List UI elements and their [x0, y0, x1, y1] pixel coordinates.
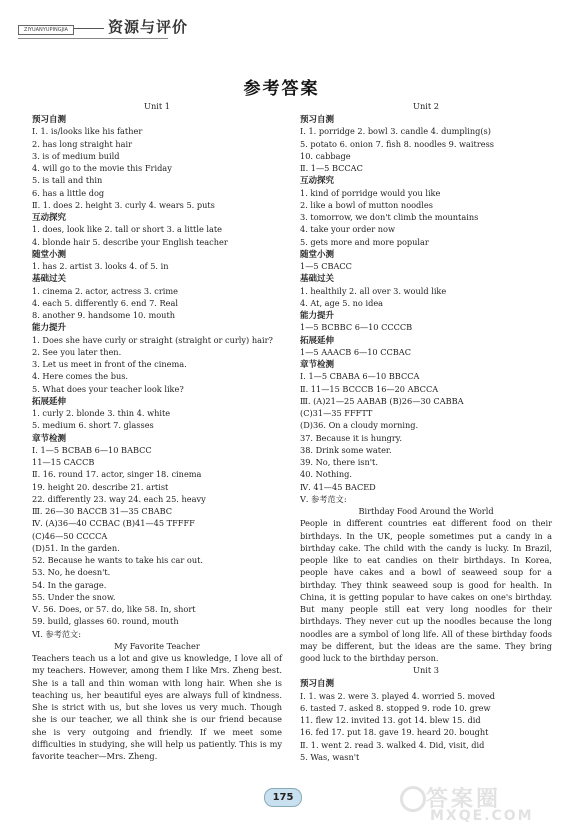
- essay-title: My Favorite Teacher: [114, 640, 200, 651]
- section-heading: 预习自测: [32, 115, 67, 125]
- answer-line: Ⅱ. 1—5 BCCAC: [300, 163, 363, 173]
- answer-line: 4. Here comes the bus.: [32, 371, 129, 382]
- section-heading: 预习自测: [300, 115, 335, 125]
- answer-line: 1. has 2. artist 3. looks 4. of 5. in: [32, 261, 169, 271]
- answer-line: 40. Nothing.: [300, 469, 353, 480]
- essay-title: Birthday Food Around the World: [358, 506, 494, 516]
- left-column: [32, 100, 282, 762]
- answer-line: 2. like a bowl of mutton noodles: [300, 199, 433, 210]
- answer-line: 1—5 AAACB 6—10 CCBAC: [300, 346, 411, 357]
- answer-line: 3. is of medium build: [32, 150, 120, 161]
- answer-line: 4. will go to the movie this Friday: [32, 163, 172, 173]
- answer-line: 5. gets more and more popular: [300, 236, 429, 247]
- unit-heading: Unit 2: [413, 101, 439, 111]
- answer-line: 1. Does she have curly or straight (straight or curly) hair?: [32, 334, 273, 345]
- watermark: [400, 782, 560, 826]
- answer-line: Ⅱ. 11—15 BCCCB 16—20 ABCCA: [300, 383, 439, 394]
- answer-line: Ⅳ. 41—45 BACED: [300, 481, 376, 492]
- answer-line: Ⅵ. 参考范文:: [32, 628, 81, 639]
- answer-line: Ⅰ. 1—5 CBABA 6—10 BBCCA: [300, 371, 420, 382]
- answer-line: 5. Was, wasn't: [300, 751, 360, 762]
- page-title: 参考答案: [243, 79, 320, 99]
- unit-heading: Unit 3: [413, 665, 439, 676]
- answer-line: 1. healthily 2. all over 3. would like: [300, 285, 447, 296]
- section-heading: 互动探究: [32, 213, 67, 223]
- section-heading: 随堂小测: [300, 249, 335, 260]
- answer-line: (D)51. In the garden.: [32, 542, 120, 553]
- answer-line: Ⅴ. 56. Does, or 57. do, like 58. In, short: [32, 604, 196, 614]
- answer-line: 1. does, look like 2. tall or short 3. a little late: [32, 224, 223, 235]
- answer-line: Ⅲ. 26—30 BACCB 31—35 CBABC: [32, 506, 173, 516]
- answer-line: 6. tasted 7. asked 8. stopped 9. rode 10. grew: [300, 702, 491, 713]
- answer-line: 16. fed 17. put 18. gave 19. heard 20. bought: [300, 727, 489, 738]
- answer-line: 5. What does your teacher look like?: [32, 383, 184, 394]
- answer-line: 11. flew 12. invited 13. got 14. blew 15. did: [300, 715, 481, 725]
- unit-heading: Unit 1: [144, 101, 170, 111]
- answer-line: Ⅱ. 16. round 17. actor, singer 18. cinema: [32, 469, 202, 480]
- section-heading: 拓展延伸: [300, 335, 335, 346]
- section-heading: 基础过关: [32, 274, 67, 285]
- answer-line: 1. kind of porridge would you like: [300, 187, 441, 198]
- section-heading: 基础过关: [300, 274, 335, 285]
- essay-paragraph: Teachers teach us a lot and give us knowledge, I love all of my teachers. However, among them I like Mrs. Zheng best. She is a tall and thin woman with long hair. When she is teaching us, her beautiful eyes are always full of kindness. She is strict with us, but she loves us very much. Though she is our teacher, we all think she is our friend because she is very outgoing and friendly. If we meet some difficulties in studying, she will help us patiently. This is my favorite teacher—Mrs. Zheng.: [32, 653, 282, 761]
- answer-line: 5. medium 6. short 7. glasses: [32, 420, 154, 431]
- watermark-text-cn: 答案圈: [426, 787, 502, 812]
- section-heading: 互动探究: [300, 176, 335, 187]
- answer-line: Ⅰ. 1—5 BCBAB 6—10 BABCC: [32, 444, 152, 455]
- section-heading: 拓展延伸: [32, 396, 67, 407]
- header-subtitle: ZIYUANYUPINGJIA: [18, 25, 74, 35]
- answer-line: 3. tomorrow, we don't climb the mountains: [300, 212, 479, 222]
- essay-paragraph: People in different countries eat different food on their birthdays. In the UK, people sometimes put a candy in a birthday cake. The child with the candy is lucky. In Brazil, people like to eat candies on their birthdays. In Korea, people have cakes and a bowl of seaweed soup for a birthday. They think seaweed soup is good for health. In China, it is getting popular to have cakes on one's birthday. But many people still eat very long noodles for their birthdays. They never cut up the noodles because the long noodles are a symbol of long life. All of these birthday foods may be different, but the ideas are the same. They bring good luck to the birthday person.: [300, 518, 552, 663]
- answer-line: Ⅴ. 参考范文:: [300, 493, 347, 504]
- answer-line: 22. differently 23. way 24. each 25. heavy: [32, 493, 206, 504]
- watermark-circle-icon: [400, 786, 426, 812]
- right-column: [300, 100, 552, 763]
- answer-line: 55. Under the snow.: [32, 591, 116, 602]
- answer-line: 4. take your order now: [300, 224, 395, 235]
- section-heading: 章节检测: [32, 433, 67, 444]
- answer-line: 5. potato 6. onion 7. fish 8. noodles 9. waitress: [300, 138, 495, 149]
- answer-line: 54. In the garage.: [32, 579, 107, 590]
- answer-line: Ⅱ. 1. does 2. height 3. curly 4. wears 5. puts: [32, 199, 215, 210]
- answer-line: Ⅰ. 1. is/looks like his father: [32, 126, 143, 137]
- header-arrow: [74, 28, 104, 29]
- page-number: 175: [264, 788, 302, 807]
- answer-line: (D)36. On a cloudy morning.: [300, 420, 419, 431]
- answer-line: Ⅰ. 1. porridge 2. bowl 3. candle 4. dumpling(s): [300, 126, 491, 137]
- answer-line: 1. cinema 2. actor, actress 3. crime: [32, 285, 178, 296]
- answer-line: Ⅱ. 1. went 2. read 3. walked 4. Did, visit, did: [300, 739, 485, 750]
- answer-line: 6. has a little dog: [32, 187, 105, 198]
- answer-line: Ⅲ. (A)21—25 AABAB (B)26—30 CABBA: [300, 395, 464, 406]
- section-heading: 随堂小测: [32, 249, 67, 260]
- answer-line: 39. No, there isn't.: [300, 457, 378, 467]
- section-heading: 预习自测: [300, 679, 335, 690]
- section-heading: 能力提升: [32, 323, 67, 334]
- answer-line: 19. height 20. describe 21. artist: [32, 481, 169, 492]
- answer-line: 8. another 9. handsome 10. mouth: [32, 310, 176, 320]
- answer-line: 1. curly 2. blonde 3. thin 4. white: [32, 408, 171, 418]
- answer-line: 53. No, he doesn't.: [32, 567, 111, 578]
- answer-line: 4. At, age 5. no idea: [300, 297, 384, 308]
- header-book-title: 资源与评价: [108, 18, 189, 36]
- answer-line: 38. Drink some water.: [300, 444, 392, 455]
- answer-line: 59. build, glasses 60. round, mouth: [32, 616, 179, 627]
- answer-line: Ⅳ. (A)36—40 CCBAC (B)41—45 TFFFF: [32, 518, 195, 529]
- answer-line: 4. each 5. differently 6. end 7. Real: [32, 297, 179, 308]
- answer-line: (C)46—50 CCCCA: [32, 530, 108, 541]
- section-heading: 章节检测: [300, 360, 335, 370]
- answer-line: 1—5 CBACC: [300, 261, 352, 271]
- answer-line: 37. Because it is hungry.: [300, 432, 402, 443]
- answer-line: 52. Because he wants to take his car out.: [32, 555, 204, 565]
- answer-line: 5. is tall and thin: [32, 175, 103, 186]
- answer-line: 2. has long straight hair: [32, 138, 133, 149]
- answer-line: Ⅰ. 1. was 2. were 3. played 4. worried 5. moved: [300, 690, 495, 701]
- header-rule: [18, 38, 168, 39]
- answer-line: 11—15 CACCB: [32, 457, 95, 467]
- answer-line: 1—5 BCBBC 6—10 CCCCB: [300, 322, 413, 333]
- section-heading: 能力提升: [300, 311, 335, 321]
- answer-line: (C)31—35 FFFTT: [300, 408, 373, 418]
- answer-line: 2. See you later then.: [32, 346, 122, 357]
- answer-line: 10. cabbage: [300, 150, 351, 161]
- page-header: [14, 14, 189, 36]
- answer-line: 4. blonde hair 5. describe your English teacher: [32, 236, 228, 247]
- answer-line: 3. Let us meet in front of the cinema.: [32, 359, 187, 369]
- watermark-text-url: MXQE.COM: [430, 808, 534, 824]
